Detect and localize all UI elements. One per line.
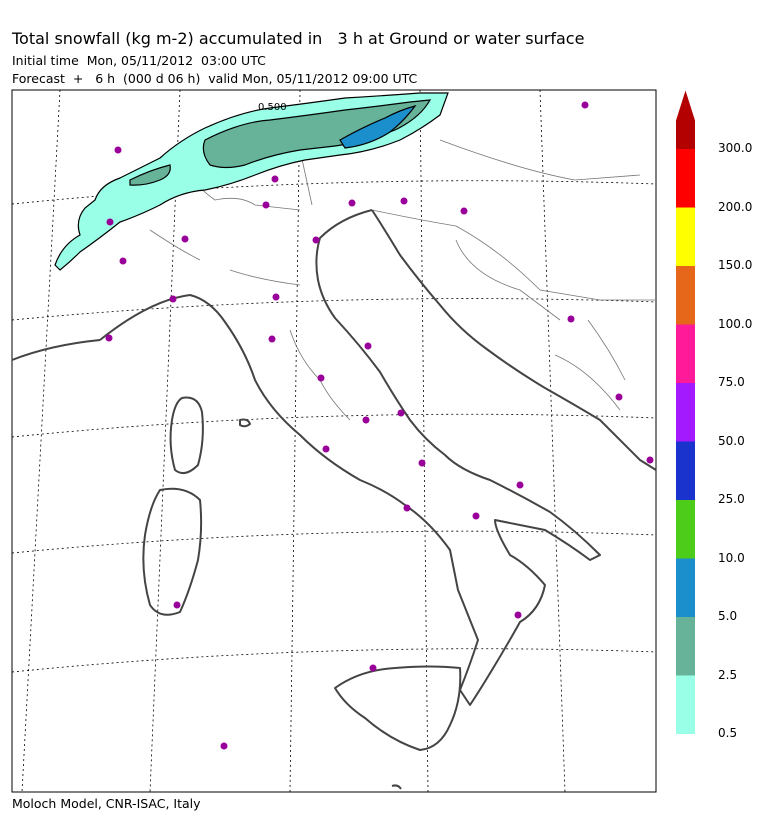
city-marker [318, 375, 325, 382]
model-credit: Moloch Model, CNR-ISAC, Italy [12, 796, 201, 811]
city-marker [517, 482, 524, 489]
scale-swatch [676, 208, 695, 267]
city-marker [174, 602, 181, 609]
scale-label: 300.0 [718, 141, 753, 155]
city-marker [363, 417, 370, 424]
forecast-valid-time: Forecast + 6 h (000 d 06 h) valid Mon, 05/11/2012 09:00 UTC [12, 71, 418, 86]
city-marker [106, 335, 113, 342]
city-marker [323, 446, 330, 453]
city-marker [269, 336, 276, 343]
city-marker [115, 147, 122, 154]
scale-swatch [676, 442, 695, 501]
contour-label: 0.500 [258, 102, 287, 113]
city-marker [170, 296, 177, 303]
city-marker [398, 410, 405, 417]
scale-swatch [676, 500, 695, 559]
color-scale-bar [676, 91, 695, 735]
scale-label: 2.5 [718, 667, 738, 682]
scale-label: 5.0 [718, 609, 738, 623]
scale-label: 50.0 [718, 433, 745, 448]
city-marker [616, 394, 623, 401]
city-marker [273, 294, 280, 301]
scale-swatch [676, 559, 695, 618]
city-marker [461, 208, 468, 215]
scale-swatch [676, 617, 695, 676]
scale-swatch [676, 325, 695, 384]
city-marker [107, 219, 114, 226]
city-marker [568, 316, 575, 323]
city-marker [419, 460, 426, 467]
map-title: Total snowfall (kg m-2) accumulated in 3 h at Ground or water surface [12, 29, 585, 48]
scale-label: 75.0 [718, 375, 745, 389]
scale-label: 100.0 [718, 316, 753, 331]
scale-label: 200.0 [718, 199, 753, 214]
scale-label: 0.5 [718, 726, 738, 740]
city-marker [182, 236, 189, 243]
scale-swatch [676, 266, 695, 325]
city-marker [272, 176, 279, 183]
city-marker [120, 258, 127, 265]
city-marker [647, 457, 654, 464]
city-marker [349, 200, 356, 207]
city-marker [365, 343, 372, 350]
initial-time: Initial time Mon, 05/11/2012 03:00 UTC [12, 53, 266, 68]
city-marker [221, 743, 228, 750]
city-marker [401, 198, 408, 205]
city-marker [313, 237, 320, 244]
city-marker [582, 102, 589, 109]
scale-label: 150.0 [718, 258, 753, 272]
city-marker [370, 665, 377, 672]
scale-label: 10.0 [718, 550, 745, 565]
city-marker [473, 513, 480, 520]
scale-swatch [676, 676, 695, 735]
city-marker [263, 202, 270, 209]
city-marker [404, 505, 411, 512]
scale-swatch [676, 383, 695, 442]
city-marker [515, 612, 522, 619]
scale-swatch [676, 91, 695, 150]
scale-swatch [676, 149, 695, 208]
scale-label: 25.0 [718, 492, 745, 506]
